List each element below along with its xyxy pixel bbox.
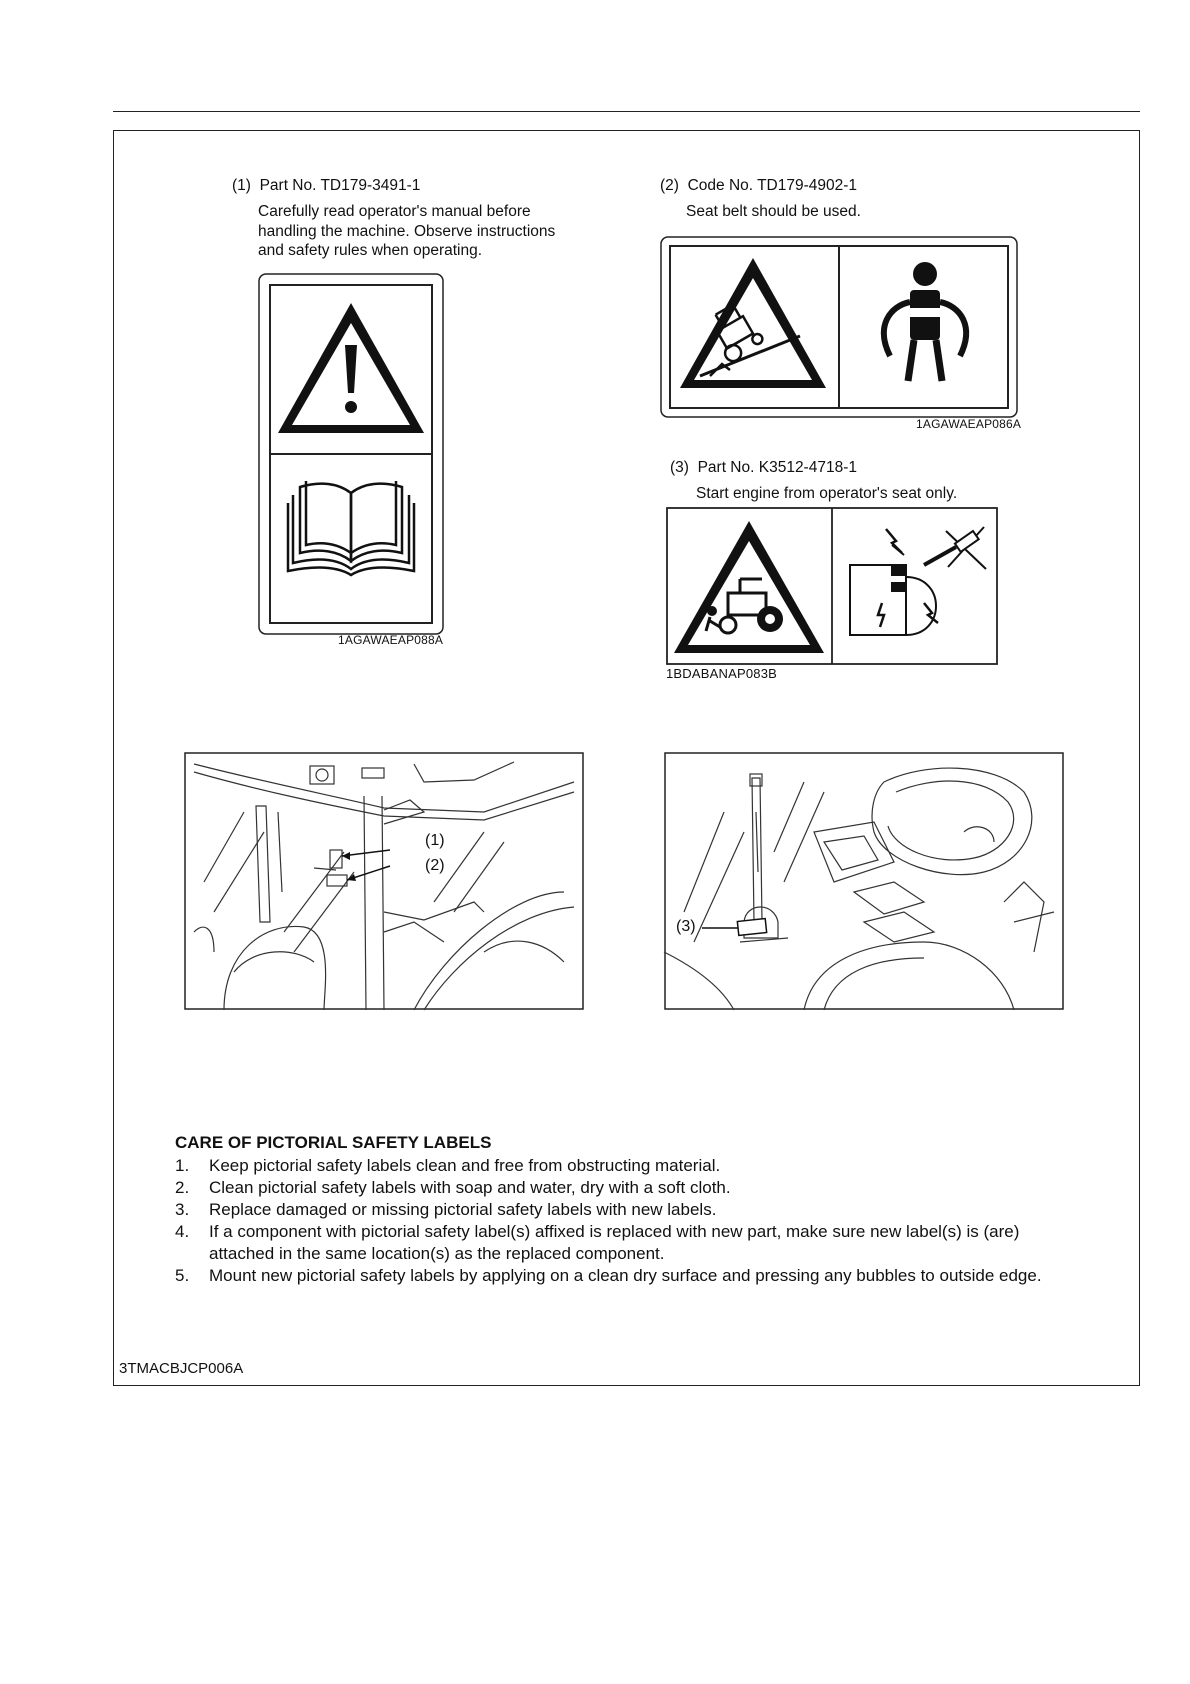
- label-2-desc-line: Seat belt should be used.: [686, 203, 861, 220]
- list-text: Replace damaged or missing pictorial safety labels with new labels.: [209, 1200, 717, 1219]
- label-2-caption: [660, 176, 857, 196]
- label-3-number: (3): [670, 459, 689, 476]
- care-section-title: CARE OF PICTORIAL SAFETY LABELS: [175, 1133, 492, 1152]
- callout-label-1: (1): [425, 832, 445, 849]
- label-2-number: (2): [660, 177, 679, 194]
- runover-warning-icon: [674, 521, 824, 653]
- open-book-icon: [288, 481, 414, 575]
- label-1-image-code: 1AGAWAEAP088A: [338, 633, 444, 647]
- label-3-image-code: 1BDABANAP083B: [666, 666, 777, 681]
- list-text: Mount new pictorial safety labels by applying on a clean dry surface and pressing any bubbles to outside edge.: [209, 1266, 1042, 1285]
- label-2-image-code: 1AGAWAEAP086A: [916, 417, 1022, 431]
- callout-label-2: (2): [425, 857, 445, 874]
- callout-label-3: (3): [676, 918, 696, 935]
- label-2-decal: [660, 236, 1018, 418]
- label-3-caption: [670, 458, 857, 478]
- label-2-description: [686, 202, 861, 222]
- rollover-warning-icon: [680, 258, 826, 388]
- cab-left-illustration: [184, 752, 584, 1010]
- list-item: [175, 1177, 1105, 1199]
- warning-triangle-icon: [278, 303, 424, 433]
- list-text: Clean pictorial safety labels with soap and water, dry with a soft cloth.: [209, 1178, 731, 1197]
- label-3-part-no: Part No. K3512-4718-1: [697, 459, 857, 476]
- seat-belt-icon: [884, 262, 966, 381]
- care-list: [175, 1155, 1105, 1287]
- list-number: 5.: [175, 1266, 190, 1285]
- cab-right-illustration: [664, 752, 1064, 1010]
- label-1-desc-line: handling the machine. Observe instructions: [258, 222, 556, 240]
- label-1-caption: [232, 176, 420, 196]
- list-number: 3.: [175, 1200, 190, 1219]
- label-1-part-no: Part No. TD179-3491-1: [259, 177, 421, 194]
- list-number: 2.: [175, 1178, 190, 1197]
- list-item: [175, 1199, 1105, 1221]
- label-1-desc-line: Carefully read operator's manual before: [258, 203, 531, 220]
- label-1-decal: [258, 273, 444, 635]
- label-1-number: (1): [232, 177, 251, 194]
- list-number: 1.: [175, 1156, 190, 1175]
- header-rule: [113, 111, 1140, 112]
- list-number: 4.: [175, 1222, 190, 1241]
- list-item: [175, 1265, 1105, 1287]
- list-text: attached in the same location(s) as the replaced component.: [209, 1244, 665, 1263]
- label-2-part-no: Code No. TD179-4902-1: [687, 177, 858, 194]
- list-item: [175, 1221, 1105, 1243]
- list-item: [175, 1155, 1105, 1177]
- label-3-desc-line: Start engine from operator's seat only.: [696, 485, 958, 502]
- list-text: If a component with pictorial safety label(s) affixed is replaced with new part, make sure new label(s) is (are): [209, 1222, 1020, 1241]
- frame-image-code: 3TMACBJCP006A: [119, 1360, 244, 1377]
- label-3-decal: [666, 507, 998, 665]
- list-text: Keep pictorial safety labels clean and free from obstructing material.: [209, 1156, 721, 1175]
- label-1-description: [258, 202, 555, 261]
- label-1-desc-line: and safety rules when operating.: [258, 242, 483, 259]
- list-item-continuation: [175, 1243, 1105, 1265]
- label-3-description: [696, 484, 957, 504]
- starter-short-circuit-icon: [850, 527, 986, 635]
